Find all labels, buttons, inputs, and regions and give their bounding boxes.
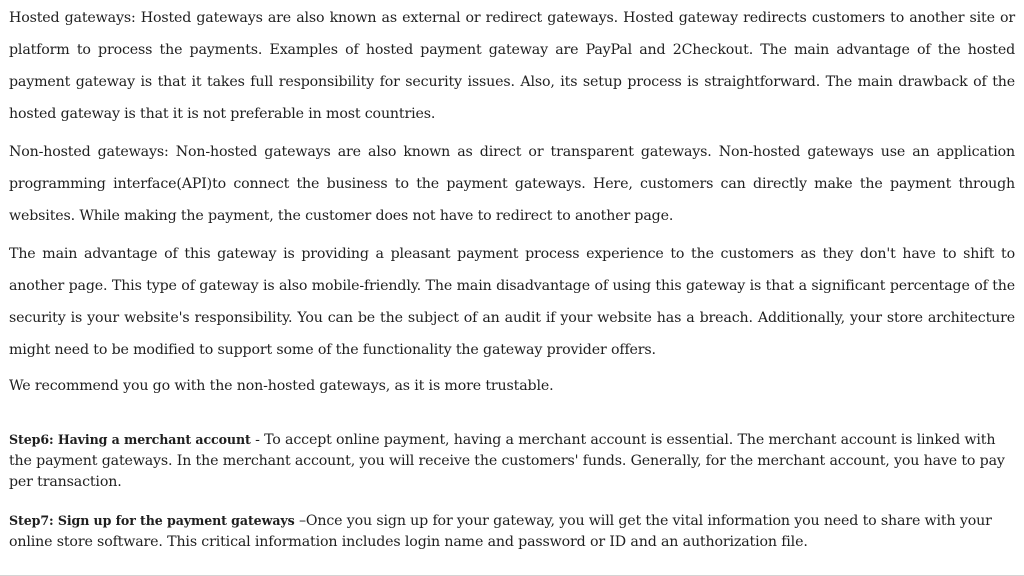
step-6-body: - To accept online payment, having a merchant account is essential. The merchant account is linked with the payment gateways. In the merchant account, you will receive the customers' funds. Generally, for the merchant account, you have to pay per transaction. [9,432,1005,490]
step-7-body: –Once you sign up for your gateway, you will get the vital information you need to share with your online store software. This critical information includes login name and password or ID and an authorization file. [9,513,992,550]
step-7 [9,510,1015,553]
paragraph-recommendation: We recommend you go with the non-hosted gateways, as it is more trustable. [9,378,554,394]
step-7-heading: Step7: Sign up for the payment gateways [9,513,295,528]
step-6-heading: Step6: Having a merchant account [9,432,251,447]
paragraph-hosted-gateways: Hosted gateways: Hosted gateways are also known as external or redirect gateways. Hosted gateway redirects customers to another site or platform to process the payments. Examples of hosted payment gateway are PayPal and 2Checkout. The main advantage of the hosted payment gateway is that it takes full responsibility for security issues. Also, its setup process is straightforward. The main drawback of the hosted gateway is that it is not preferable in most countries. [9,10,1015,122]
document-page [9,0,1015,553]
paragraph-advantages: The main advantage of this gateway is providing a pleasant payment process experience to the customers as they don't have to shift to another page. This type of gateway is also mobile-friendly. The main disadvantage of using this gateway is that a significant percentage of the security is your website's responsibility. You can be the subject of an audit if your website has a breach. Additionally, your store architecture might need to be modified to support some of the functionality the gateway provider offers. [9,246,1015,358]
step-6 [9,429,1015,493]
paragraph-non-hosted-gateways: Non-hosted gateways: Non-hosted gateways are also known as direct or transparent gateways. Non-hosted gateways use an application programming interface(API)to connect the business to the payment gateways. Here, customers can directly make the payment through websites. While making the payment, the customer does not have to redirect to another page. [9,144,1015,224]
